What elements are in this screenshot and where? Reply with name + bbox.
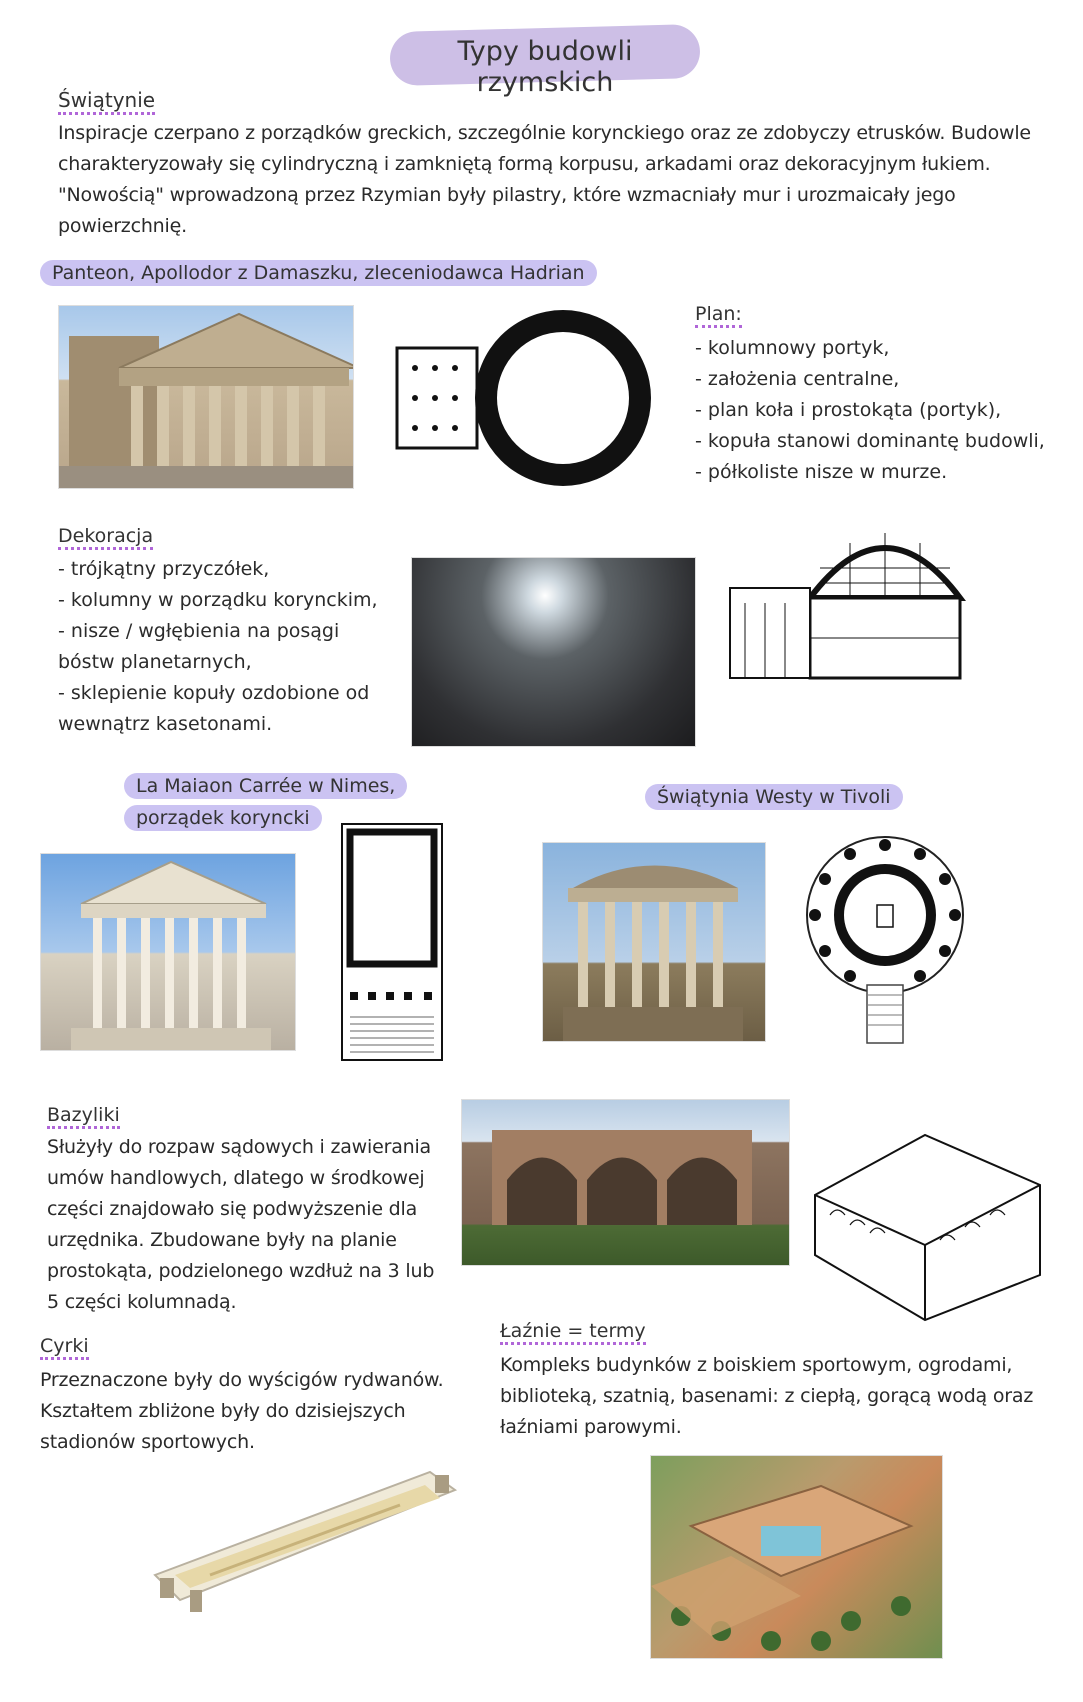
circuses-line: Przeznaczone były do wyścigów rydwanów. [40, 1369, 444, 1391]
basilicas-line: 5 części kolumnadą. [47, 1291, 237, 1313]
circuses-line: Kształtem zbliżone były do dzisiejszych [40, 1400, 406, 1422]
basilicas-heading: Bazyliki [47, 1104, 120, 1129]
basilicas-line: Służyły do rozpaw sądowych i zawierania [47, 1136, 432, 1158]
decoration-item: - trójkątny przyczółek, [58, 558, 270, 580]
pantheon-photo-drawing [59, 306, 353, 488]
maison-caption-wrap2 [124, 807, 322, 829]
vesta-temple-plan [795, 835, 975, 1045]
baths-line: łaźniami parowymi. [500, 1416, 682, 1438]
temples-text: Inspiracje czerpano z porządków greckich, szczególnie korynckiego oraz ze zdobyczy etrusków. Budowle charakteryzowały się cylindryczną i zamkniętą formą korpusu, arkadami oraz dekoracyjnym łukiem. "Nowością" wprowadzoną przez Rzymian były pilastry, które wzmacniały mur i urozmaicały jego powierzchnię. [58, 122, 1031, 237]
basilica-drawing [805, 1125, 1050, 1325]
circuses-text [40, 1365, 480, 1458]
maison-caption-line2: porządek koryncki [124, 805, 322, 831]
vesta-photo-drawing [543, 843, 765, 1041]
maison-caption-wrap [124, 775, 407, 797]
plan-item: - półkoliste nisze w murze. [695, 461, 948, 483]
decoration-list [58, 554, 418, 740]
baths-line: biblioteką, szatnią, basenami: z ciepłą, gorącą wodą oraz [500, 1385, 1034, 1407]
pantheon-caption-wrap [40, 262, 597, 284]
maison-photo-drawing [41, 854, 295, 1050]
basilica-drawing-svg [805, 1125, 1050, 1325]
circuses-line: stadionów sportowych. [40, 1431, 255, 1453]
pantheon-section-svg [720, 508, 1020, 684]
basilicas-line: urzędnika. Zbudowane były na planie [47, 1229, 397, 1251]
vesta-temple-photo [542, 842, 766, 1042]
plan-list [695, 333, 1075, 488]
circus-svg [150, 1460, 460, 1620]
decoration-heading: Dekoracja [58, 525, 153, 550]
plan-item: - plan koła i prostokąta (portyk), [695, 399, 1002, 421]
basilica-photo-drawing [462, 1100, 789, 1265]
vesta-caption: Świątynia Westy w Tivoli [645, 784, 903, 810]
basilicas-line: części znajdowało się podwyższenie dla [47, 1198, 418, 1220]
circus-illustration [150, 1460, 460, 1620]
maison-caption-line1: La Maiaon Carrée w Nimes, [124, 773, 407, 799]
pantheon-photo [58, 305, 354, 489]
pantheon-interior-photo [411, 557, 696, 747]
maison-plan-svg [340, 822, 444, 1062]
baths-illustration [650, 1455, 943, 1659]
baths-heading: Łaźnie = termy [500, 1320, 646, 1345]
pantheon-caption: Panteon, Apollodor z Damaszku, zleceniodawca Hadrian [40, 260, 597, 286]
basilicas-line: umów handlowych, dlatego w środkowej [47, 1167, 425, 1189]
vesta-caption-wrap [645, 786, 903, 808]
decoration-item: - nisze / wgłębienia na posągi [58, 620, 340, 642]
plan-item: - kolumnowy portyk, [695, 337, 890, 359]
pantheon-section-drawing [720, 508, 1020, 684]
decoration-item: - kolumny w porządku korynckim, [58, 589, 378, 611]
pantheon-plan-drawing [395, 308, 665, 488]
plan-item: - kopuła stanowi dominantę budowli, [695, 430, 1045, 452]
circuses-heading: Cyrki [40, 1335, 89, 1360]
maison-carree-photo [40, 853, 296, 1051]
decoration-item: - sklepienie kopuły ozdobione od [58, 682, 370, 704]
baths-svg [651, 1456, 942, 1658]
basilicas-line: prostokąta, podzielonego wzdłuż na 3 lub [47, 1260, 435, 1282]
vesta-plan-svg [795, 835, 975, 1045]
plan-heading: Plan: [695, 303, 742, 328]
maison-carree-plan [340, 822, 444, 1062]
decoration-item: bóstw planetarnych, [58, 651, 252, 673]
basilicas-text [47, 1132, 467, 1318]
pantheon-plan [395, 308, 665, 488]
plan-item: - założenia centralne, [695, 368, 900, 390]
page-title: Typy budowli rzymskich [457, 36, 633, 98]
temples-heading: Świątynie [58, 88, 155, 115]
baths-text [500, 1350, 1070, 1443]
basilica-photo [461, 1099, 790, 1266]
baths-line: Kompleks budynków z boiskiem sportowym, ogrodami, [500, 1354, 1013, 1376]
decoration-item: wewnątrz kasetonami. [58, 713, 273, 735]
